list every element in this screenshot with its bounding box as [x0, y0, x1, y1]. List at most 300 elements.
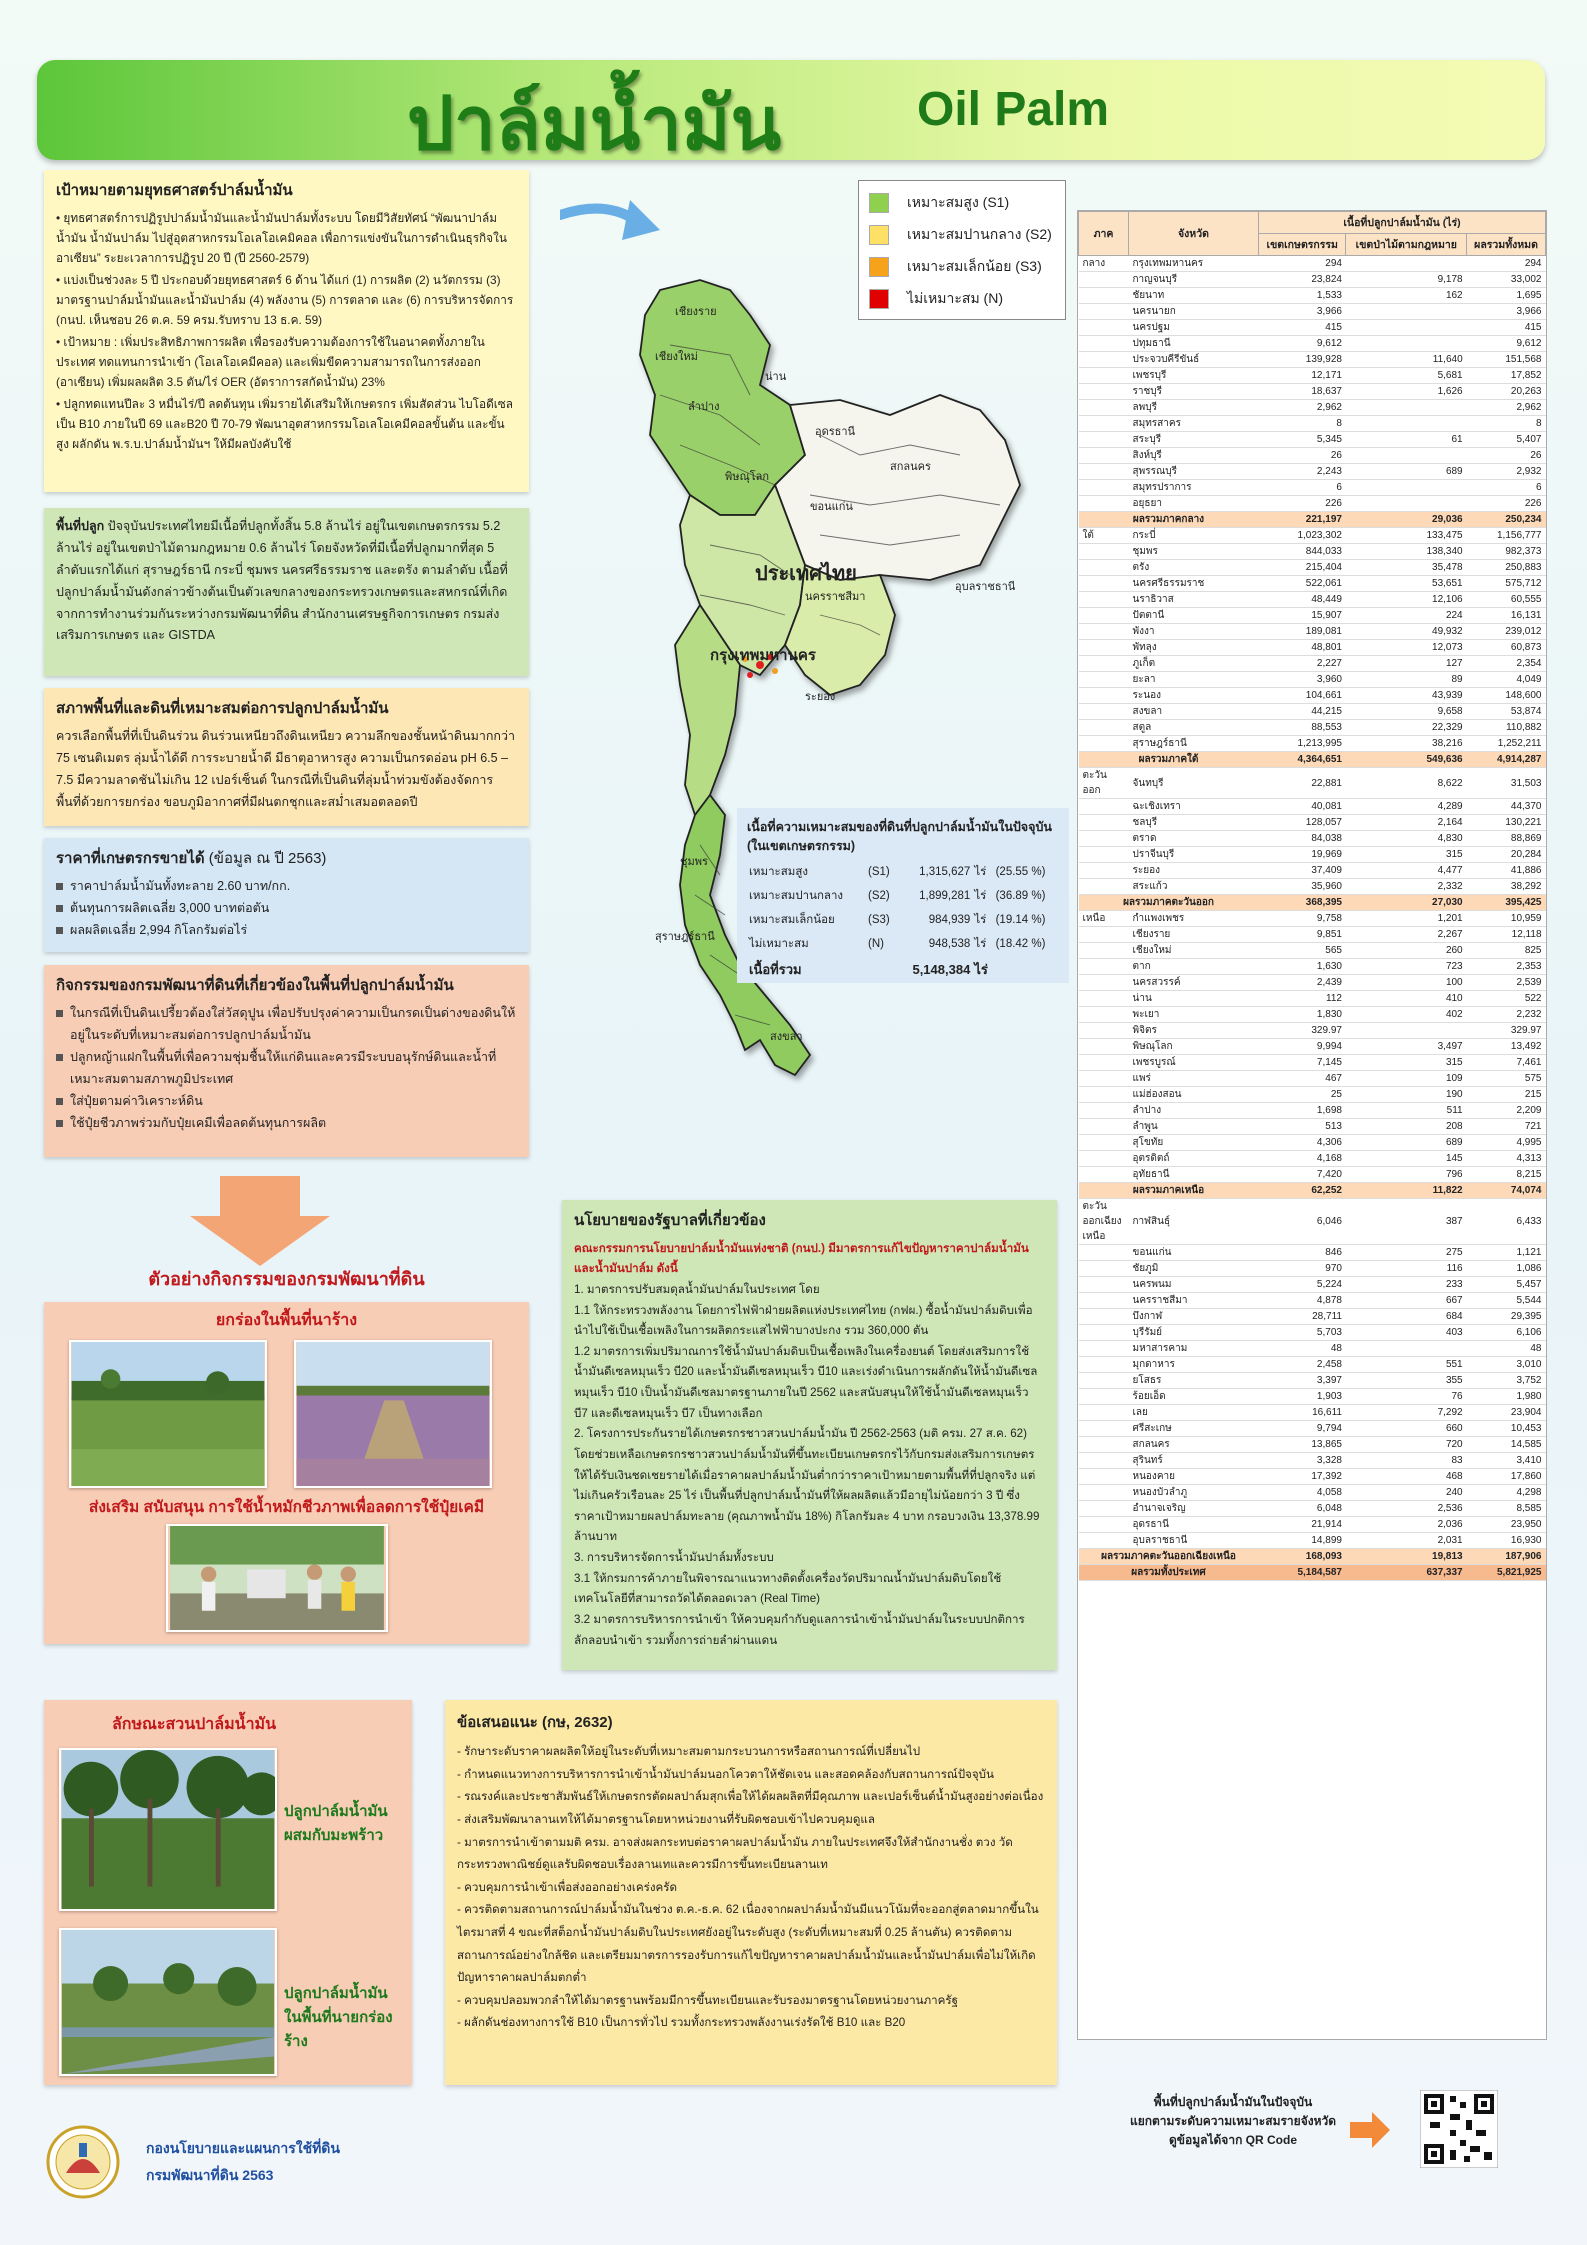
- soil-box: [44, 688, 529, 826]
- value-cell: 48: [1467, 1341, 1546, 1357]
- value-cell: 3,966: [1259, 304, 1346, 320]
- value-cell: 410: [1346, 991, 1467, 1007]
- table-row: [1079, 560, 1546, 576]
- table-row: [1079, 656, 1546, 672]
- legend-label-s1: เหมาะสมสูง (S1): [907, 194, 1010, 210]
- value-cell: 7,420: [1259, 1167, 1346, 1183]
- value-cell: 4,364,651: [1259, 752, 1346, 768]
- region-cell: [1079, 863, 1129, 879]
- value-cell: 35,960: [1259, 879, 1346, 895]
- region-cell: ตะวันออกเฉียงเหนือ: [1079, 1199, 1129, 1245]
- value-cell: 7,145: [1259, 1055, 1346, 1071]
- example-heading: ตัวอย่างกิจกรรมของกรมพัฒนาที่ดิน: [148, 1269, 425, 1289]
- garden-heading: ลักษณะสวนปาล์มน้ำมัน: [111, 1716, 277, 1733]
- table-row: [1079, 336, 1546, 352]
- legend-swatch-s2: [869, 225, 889, 245]
- th-province: จังหวัด: [1129, 212, 1259, 256]
- region-cell: [1079, 815, 1129, 831]
- value-cell: 6,433: [1467, 1199, 1546, 1245]
- value-cell: 17,392: [1259, 1469, 1346, 1485]
- table-row: [1079, 432, 1546, 448]
- region-cell: [1079, 544, 1129, 560]
- value-cell: 4,830: [1346, 831, 1467, 847]
- qr-caption-line-2: แยกตามระดับความเหมาะสมรายจังหวัด: [1129, 2114, 1337, 2129]
- value-cell: 5,184,587: [1259, 1565, 1346, 1581]
- province-cell: อุดรธานี: [1129, 1517, 1259, 1533]
- value-cell: 3,497: [1346, 1039, 1467, 1055]
- group-photo: [166, 1524, 388, 1632]
- value-cell: 982,373: [1467, 544, 1546, 560]
- policy-item: 2. โครงการประกันรายได้เกษตรกรชาวสวนปาล์มน้ำมัน ปี 2562-2563 (มติ ครม. 27 ส.ค. 62) โดยช่วยเหลือเกษตรกรชาวสวนปาล์มน้ำมันที่ขึ้นทะเบียนเกษตรกรไว้กับกรมส่งเสริมการเกษตร ให้ได้รับเงินชดเชยรายได้เมื่อราคาผลปาล์มน้ำมันต่ำกว่าราคาเป้าหมายตามพื้นที่ที่ปลูกจริง แต่ไม่เกินครัวเรือนละ 25 ไร่ เป็นพื้นที่ปลูกปาล์มน้ำมันที่ให้ผลผลิตแล้วมีอายุไม่น้อยกว่า 3 ปี ซึ่งราคาเป้าหมายผลปาล์มทะลาย (คุณภาพน้ำมัน 18%) กิโลกรัมละ 4 บาท กรอบวงเงิน 13,378.99 ล้านบาท: [574, 1427, 1040, 1544]
- row-label: ผลรวมภาคกลาง: [1079, 512, 1259, 528]
- suitability-box: [737, 808, 1069, 983]
- region-cell: [1079, 384, 1129, 400]
- province-cell: ชุมพร: [1129, 544, 1259, 560]
- province-cell: พิจิตร: [1129, 1023, 1259, 1039]
- value-cell: 2,353: [1467, 959, 1546, 975]
- value-cell: 1,023,302: [1259, 528, 1346, 544]
- value-cell: 110,882: [1467, 720, 1546, 736]
- th-region: ภาค: [1079, 212, 1129, 256]
- province-cell: นครปฐม: [1129, 320, 1259, 336]
- value-cell: 4,289: [1346, 799, 1467, 815]
- value-cell: 355: [1346, 1373, 1467, 1389]
- value-cell: 684: [1346, 1309, 1467, 1325]
- value-cell: 387: [1346, 1199, 1467, 1245]
- value-cell: 128,057: [1259, 815, 1346, 831]
- value-cell: 224: [1346, 608, 1467, 624]
- region-cell: [1079, 336, 1129, 352]
- value-cell: 139,928: [1259, 352, 1346, 368]
- province-cell: สุโขทัย: [1129, 1135, 1259, 1151]
- recommend-heading: ข้อเสนอแนะ (กษ, 2632): [457, 1714, 613, 1731]
- table-row: [1079, 608, 1546, 624]
- map-label-6: พิษณุโลก: [725, 470, 770, 483]
- value-cell: 62,252: [1259, 1183, 1346, 1199]
- province-cell: ประจวบคีรีขันธ์: [1129, 352, 1259, 368]
- map-label-4: อุดรธานี: [815, 425, 856, 438]
- value-cell: 4,477: [1346, 863, 1467, 879]
- value-cell: 20,263: [1467, 384, 1546, 400]
- value-cell: 315: [1346, 1055, 1467, 1071]
- th-area: เนื้อที่ปลูกปาล์มน้ำมัน (ไร่): [1259, 212, 1546, 234]
- region-cell: [1079, 624, 1129, 640]
- province-cell: มุกดาหาร: [1129, 1357, 1259, 1373]
- value-cell: 15,907: [1259, 608, 1346, 624]
- suitability-total-unit: ไร่: [974, 961, 988, 977]
- soil-text: ควรเลือกพื้นที่ที่เป็นดินร่วน ดินร่วนเหนียวถึงดินเหนียว ความลึกของชั้นหน้าดินมากกว่า 75 เซนติเมตร ลุ่มน้ำได้ดี การระบายน้ำดี มีธาตุอาหารสูง ความเป็นกรดอ่อน pH 6.5 – 7.5 มีความลาดชันไม่เกิน 12 เปอร์เซ็นต์ ในกรณีที่เป็นดินที่ลุ่มน้ำท่วมขังต้องจัดการพื้นที่ด้วยการยกร่อง ขอบภูมิอากาศที่มีฝนตกชุกและสม่ำเสมอตลอดปี: [56, 729, 516, 809]
- value-cell: 1,630: [1259, 959, 1346, 975]
- value-cell: 575: [1467, 1071, 1546, 1087]
- value-cell: 403: [1346, 1325, 1467, 1341]
- value-cell: 2,962: [1259, 400, 1346, 416]
- value-cell: 19,969: [1259, 847, 1346, 863]
- value-cell: [1346, 400, 1467, 416]
- region-cell: [1079, 1533, 1129, 1549]
- value-cell: 12,106: [1346, 592, 1467, 608]
- province-cell: เชียงราย: [1129, 927, 1259, 943]
- value-cell: 61: [1346, 432, 1467, 448]
- value-cell: 4,878: [1259, 1293, 1346, 1309]
- value-cell: 17,860: [1467, 1469, 1546, 1485]
- value-cell: 48: [1259, 1341, 1346, 1357]
- map-label-12: ระยอง: [805, 690, 836, 703]
- price-heading: ราคาที่เกษตรกรขายได้: [56, 850, 205, 867]
- value-cell: 6,046: [1259, 1199, 1346, 1245]
- province-cell: นครนายก: [1129, 304, 1259, 320]
- value-cell: [1346, 1023, 1467, 1039]
- value-cell: 162: [1346, 288, 1467, 304]
- value-cell: 44,370: [1467, 799, 1546, 815]
- province-cell: หนองคาย: [1129, 1469, 1259, 1485]
- province-cell: ฉะเชิงเทรา: [1129, 799, 1259, 815]
- table-row: [1079, 464, 1546, 480]
- value-cell: 226: [1259, 496, 1346, 512]
- province-cell: พิษณุโลก: [1129, 1039, 1259, 1055]
- region-cell: [1079, 799, 1129, 815]
- blue-arrow-icon: [560, 209, 635, 220]
- suitability-heading: เนื้อที่ความเหมาะสมของที่ดินที่ปลูกปาล์มน้ำมันในปัจจุบัน (ในเขตเกษตรกรรม): [747, 820, 1052, 853]
- province-cell: กาฬสินธุ์: [1129, 1199, 1259, 1245]
- table-row: [1079, 815, 1546, 831]
- value-cell: 250,234: [1467, 512, 1546, 528]
- province-cell: สุราษฎร์ธานี: [1129, 736, 1259, 752]
- value-cell: 14,899: [1259, 1533, 1346, 1549]
- region-cell: [1079, 1485, 1129, 1501]
- table-row: [1079, 1565, 1546, 1581]
- value-cell: 10,959: [1467, 911, 1546, 927]
- value-cell: 8,215: [1467, 1167, 1546, 1183]
- region-cell: [1079, 1087, 1129, 1103]
- table-row: [1079, 752, 1546, 768]
- suitability-code: (S1): [868, 865, 890, 878]
- value-cell: 720: [1346, 1437, 1467, 1453]
- value-cell: 522,061: [1259, 576, 1346, 592]
- table-row: [1079, 943, 1546, 959]
- table-row: [1079, 1373, 1546, 1389]
- example-box: [44, 1302, 529, 1644]
- region-cell: [1079, 927, 1129, 943]
- price-box: [44, 838, 529, 952]
- value-cell: 21,914: [1259, 1517, 1346, 1533]
- table-row: [1079, 448, 1546, 464]
- value-cell: 38,292: [1467, 879, 1546, 895]
- region-cell: [1079, 831, 1129, 847]
- province-cell: นครสวรรค์: [1129, 975, 1259, 991]
- province-cell: ลพบุรี: [1129, 400, 1259, 416]
- recommend-item: - ส่งเสริมพัฒนาลานเทให้ได้มาตรฐานโดยหาหน่วยงานที่รับผิดชอบเข้าไปควบคุมดูแล: [457, 1813, 875, 1827]
- value-cell: 221,197: [1259, 512, 1346, 528]
- title-banner: [37, 60, 1545, 165]
- value-cell: 11,822: [1346, 1183, 1467, 1199]
- value-cell: 41,886: [1467, 863, 1546, 879]
- value-cell: 18,637: [1259, 384, 1346, 400]
- value-cell: 187,906: [1467, 1549, 1546, 1565]
- region-cell: [1079, 1007, 1129, 1023]
- down-arrow-icon: [190, 1176, 330, 1266]
- row-label: ผลรวมภาคเหนือ: [1079, 1183, 1259, 1199]
- qr-caption-line-3: ดูข้อมูลได้จาก QR Code: [1169, 2133, 1297, 2148]
- table-row: [1079, 847, 1546, 863]
- palm-trench-photo: [59, 1928, 277, 2076]
- province-cell: พะเยา: [1129, 1007, 1259, 1023]
- value-cell: 415: [1467, 320, 1546, 336]
- table-row: [1079, 384, 1546, 400]
- value-cell: 138,340: [1346, 544, 1467, 560]
- value-cell: 9,794: [1259, 1421, 1346, 1437]
- strategy-item: • ยุทธศาสตร์การปฏิรูปปาล์มน้ำมันและน้ำมันปาล์มทั้งระบบ โดยมีวิสัยทัศน์ “พัฒนาปาล์มน้ำมัน น้ำมันปาล์ม ไปสู่อุตสาหกรรมโอเลโอเคมิคอล เพื่อการแข่งขันในการดำเนินธุรกิจในอาเซียน” ระยะเวลาการปฏิรูป 20 ปี (ปี 2560-2579): [56, 210, 507, 265]
- area-box: [44, 508, 529, 676]
- table-row: [1079, 720, 1546, 736]
- province-cell: กาญจนบุรี: [1129, 272, 1259, 288]
- province-cell: ลำพูน: [1129, 1119, 1259, 1135]
- recommend-item: - รักษาระดับราคาผลผลิตให้อยู่ในระดับที่เหมาะสมตามกระบวนการหรือสถานการณ์ที่เปลี่ยนไป: [457, 1745, 921, 1759]
- value-cell: 2,962: [1467, 400, 1546, 416]
- qr-code-icon[interactable]: [1420, 2090, 1498, 2168]
- region-cell: [1079, 1405, 1129, 1421]
- province-cell: ปราจีนบุรี: [1129, 847, 1259, 863]
- policy-item: 3. การบริหารจัดการน้ำมันปาล์มทั้งระบบ: [574, 1551, 774, 1565]
- region-cell: [1079, 688, 1129, 704]
- value-cell: 8: [1259, 416, 1346, 432]
- price-item: ราคาปาล์มน้ำมันทั้งทะลาย 2.60 บาท/กก.: [56, 876, 517, 898]
- value-cell: 689: [1346, 1135, 1467, 1151]
- region-cell: [1079, 736, 1129, 752]
- value-cell: 9,612: [1467, 336, 1546, 352]
- value-cell: [1346, 336, 1467, 352]
- value-cell: 2,332: [1346, 879, 1467, 895]
- province-cell: นครพนม: [1129, 1277, 1259, 1293]
- value-cell: 89: [1346, 672, 1467, 688]
- table-row: [1079, 1245, 1546, 1261]
- value-cell: 215,404: [1259, 560, 1346, 576]
- table-row: [1079, 496, 1546, 512]
- footer-text: [146, 2135, 340, 2188]
- value-cell: [1346, 1341, 1467, 1357]
- policy-list: [574, 1280, 1045, 1651]
- region-cell: [1079, 1357, 1129, 1373]
- value-cell: 846: [1259, 1245, 1346, 1261]
- province-cell: สมุทรปราการ: [1129, 480, 1259, 496]
- value-cell: 116: [1346, 1261, 1467, 1277]
- value-cell: 133,475: [1346, 528, 1467, 544]
- value-cell: 100: [1346, 975, 1467, 991]
- region-cell: เหนือ: [1079, 911, 1129, 927]
- th-agri: เขตเกษตรกรรม: [1259, 234, 1346, 256]
- value-cell: 7,292: [1346, 1405, 1467, 1421]
- policy-item: 3.1 ให้กรมการค้าภายในพิจารณาแนวทางติดตั้งเครื่องวัดปริมาณน้ำมันปาล์มดิบโดยใช้เทคโนโลยีที่สามารถวัดได้ตลอดเวลา (Real Time): [574, 1571, 1002, 1606]
- value-cell: 2,036: [1346, 1517, 1467, 1533]
- strategy-box: [44, 170, 529, 492]
- value-cell: 2,267: [1346, 927, 1467, 943]
- value-cell: 53,651: [1346, 576, 1467, 592]
- field-photo-1: [69, 1340, 267, 1488]
- province-cell: ระนอง: [1129, 688, 1259, 704]
- activity-heading: กิจกรรมของกรมพัฒนาที่ดินที่เกี่ยวข้องในพื้นที่ปลูกปาล์มน้ำมัน: [56, 977, 454, 994]
- region-cell: [1079, 272, 1129, 288]
- table-row: [1079, 1501, 1546, 1517]
- region-cell: [1079, 1245, 1129, 1261]
- value-cell: 1,695: [1467, 288, 1546, 304]
- value-cell: 26: [1467, 448, 1546, 464]
- value-cell: 239,012: [1467, 624, 1546, 640]
- title-english: Oil Palm: [917, 83, 1110, 136]
- table-row: [1079, 911, 1546, 927]
- value-cell: 513: [1259, 1119, 1346, 1135]
- ldd-logo: [46, 2125, 120, 2199]
- value-cell: 294: [1467, 256, 1546, 272]
- value-cell: 84,038: [1259, 831, 1346, 847]
- suitability-value: 948,538: [928, 937, 971, 950]
- table-row: [1079, 1007, 1546, 1023]
- region-cell: ตะวันออก: [1079, 768, 1129, 799]
- arrow-right-icon: [1350, 2112, 1390, 2148]
- table-row: [1079, 1421, 1546, 1437]
- table-row: [1079, 640, 1546, 656]
- province-cell: สมุทรสาคร: [1129, 416, 1259, 432]
- value-cell: 9,994: [1259, 1039, 1346, 1055]
- row-label: ผลรวมภาคใต้: [1079, 752, 1259, 768]
- province-cell: เพชรบุรี: [1129, 368, 1259, 384]
- region-cell: [1079, 847, 1129, 863]
- value-cell: 76: [1346, 1389, 1467, 1405]
- value-cell: 1,903: [1259, 1389, 1346, 1405]
- value-cell: 1,533: [1259, 288, 1346, 304]
- region-cell: [1079, 1373, 1129, 1389]
- value-cell: 12,118: [1467, 927, 1546, 943]
- province-cell: อยุธยา: [1129, 496, 1259, 512]
- legend-swatch-s1: [869, 193, 889, 213]
- value-cell: 88,869: [1467, 831, 1546, 847]
- value-cell: 329.97: [1467, 1023, 1546, 1039]
- value-cell: 208: [1346, 1119, 1467, 1135]
- region-cell: [1079, 464, 1129, 480]
- suitability-pct: (25.55 %): [995, 865, 1046, 878]
- suitability-row: [747, 884, 1059, 908]
- province-cell: ขอนแก่น: [1129, 1245, 1259, 1261]
- value-cell: 48,449: [1259, 592, 1346, 608]
- region-cell: [1079, 1071, 1129, 1087]
- map-label-11: กรุงเทพมหานคร: [710, 646, 816, 664]
- suitability-code: (S3): [868, 913, 890, 926]
- recommend-item: - กำหนดแนวทางการบริหารการนำเข้าน้ำมันปาล์มนอกโควตาให้ชัดเจน และสอดคล้องกับสถานการณ์ปัจจุบัน: [457, 1767, 994, 1781]
- value-cell: 1,121: [1467, 1245, 1546, 1261]
- region-cell: [1079, 959, 1129, 975]
- table-row: [1079, 1277, 1546, 1293]
- province-cell: ลำปาง: [1129, 1103, 1259, 1119]
- table-row: [1079, 1437, 1546, 1453]
- province-cell: เชียงใหม่: [1129, 943, 1259, 959]
- value-cell: 60,873: [1467, 640, 1546, 656]
- table-row: [1079, 1469, 1546, 1485]
- province-cell: สุพรรณบุรี: [1129, 464, 1259, 480]
- legend-label-n: ไม่เหมาะสม (N): [907, 290, 1003, 306]
- value-cell: 2,932: [1467, 464, 1546, 480]
- map-label-8: ประเทศไทย: [755, 561, 857, 585]
- value-cell: 8,585: [1467, 1501, 1546, 1517]
- region-cell: [1079, 592, 1129, 608]
- province-cell: ยโสธร: [1129, 1373, 1259, 1389]
- value-cell: 7,461: [1467, 1055, 1546, 1071]
- value-cell: 29,036: [1346, 512, 1467, 528]
- region-cell: [1079, 496, 1129, 512]
- table-row: [1079, 1119, 1546, 1135]
- region-cell: [1079, 416, 1129, 432]
- table-row: [1079, 1341, 1546, 1357]
- suitability-label: เหมาะสมเล็กน้อย: [749, 913, 835, 926]
- value-cell: 9,658: [1346, 704, 1467, 720]
- value-cell: 637,337: [1346, 1565, 1467, 1581]
- value-cell: 4,313: [1467, 1151, 1546, 1167]
- value-cell: 53,874: [1467, 704, 1546, 720]
- suitability-pct: (18.42 %): [995, 937, 1046, 950]
- province-cell: นราธิวาส: [1129, 592, 1259, 608]
- value-cell: 44,215: [1259, 704, 1346, 720]
- province-cell: สระบุรี: [1129, 432, 1259, 448]
- table-row: [1079, 1135, 1546, 1151]
- field-photo-2: [294, 1340, 492, 1488]
- value-cell: [1346, 448, 1467, 464]
- region-cell: กลาง: [1079, 256, 1129, 272]
- recommend-item: - ควบคุมปลอมพวกลำให้ได้มาตรฐานพร้อมมีการขึ้นทะเบียนและรับรองมาตรฐานโดยหน่วยงานภาครัฐ: [457, 1993, 959, 2007]
- value-cell: 19,813: [1346, 1549, 1467, 1565]
- table-row: [1079, 991, 1546, 1007]
- value-cell: 4,049: [1467, 672, 1546, 688]
- suitability-total-label: เนื้อที่รวม: [749, 961, 802, 977]
- table-row: [1079, 1309, 1546, 1325]
- value-cell: 38,216: [1346, 736, 1467, 752]
- region-cell: [1079, 720, 1129, 736]
- value-cell: 2,439: [1259, 975, 1346, 991]
- value-cell: 8,622: [1346, 768, 1467, 799]
- soil-heading: สภาพพื้นที่และดินที่เหมาะสมต่อการปลูกปาล์มน้ำมัน: [56, 700, 389, 717]
- legend-label-s3: เหมาะสมเล็กน้อย (S3): [907, 258, 1042, 274]
- value-cell: 127: [1346, 656, 1467, 672]
- province-cell: หนองบัวลำภู: [1129, 1485, 1259, 1501]
- suitability-pct: (36.89 %): [995, 889, 1046, 902]
- province-cell: ตราด: [1129, 831, 1259, 847]
- activity-item: ใส่ปุ๋ยตามค่าวิเคราะห์ดิน: [56, 1091, 517, 1113]
- table-row: [1079, 1151, 1546, 1167]
- table-row: [1079, 688, 1546, 704]
- suitability-value: 984,939: [928, 913, 971, 926]
- policy-heading: นโยบายของรัฐบาลที่เกี่ยวข้อง: [574, 1212, 766, 1229]
- value-cell: 6: [1467, 480, 1546, 496]
- recommend-box: [445, 1700, 1057, 2085]
- value-cell: 3,328: [1259, 1453, 1346, 1469]
- example-sub1: ยกร่องในพื้นที่นาร้าง: [215, 1312, 358, 1329]
- table-row: [1079, 1167, 1546, 1183]
- value-cell: 5,224: [1259, 1277, 1346, 1293]
- value-cell: 511: [1346, 1103, 1467, 1119]
- value-cell: 29,395: [1467, 1309, 1546, 1325]
- table-row: [1079, 1325, 1546, 1341]
- activity-box: [44, 965, 529, 1157]
- region-cell: [1079, 320, 1129, 336]
- example-sub2: ส่งเสริม สนับสนุน การใช้น้ำหมักชีวภาพเพื่อลดการใช้ปุ๋ยเคมี: [88, 1499, 485, 1516]
- region-cell: [1079, 1341, 1129, 1357]
- value-cell: 844,033: [1259, 544, 1346, 560]
- region-cell: [1079, 975, 1129, 991]
- legend-swatch-s3: [869, 257, 889, 277]
- value-cell: 74,074: [1467, 1183, 1546, 1199]
- map-label-10: อุบลราชธานี: [955, 580, 1016, 593]
- value-cell: 5,544: [1467, 1293, 1546, 1309]
- region-cell: [1079, 704, 1129, 720]
- strategy-heading: เป้าหมายตามยุทธศาสตร์ปาล์มน้ำมัน: [56, 182, 293, 199]
- value-cell: 3,960: [1259, 672, 1346, 688]
- value-cell: 329.97: [1259, 1023, 1346, 1039]
